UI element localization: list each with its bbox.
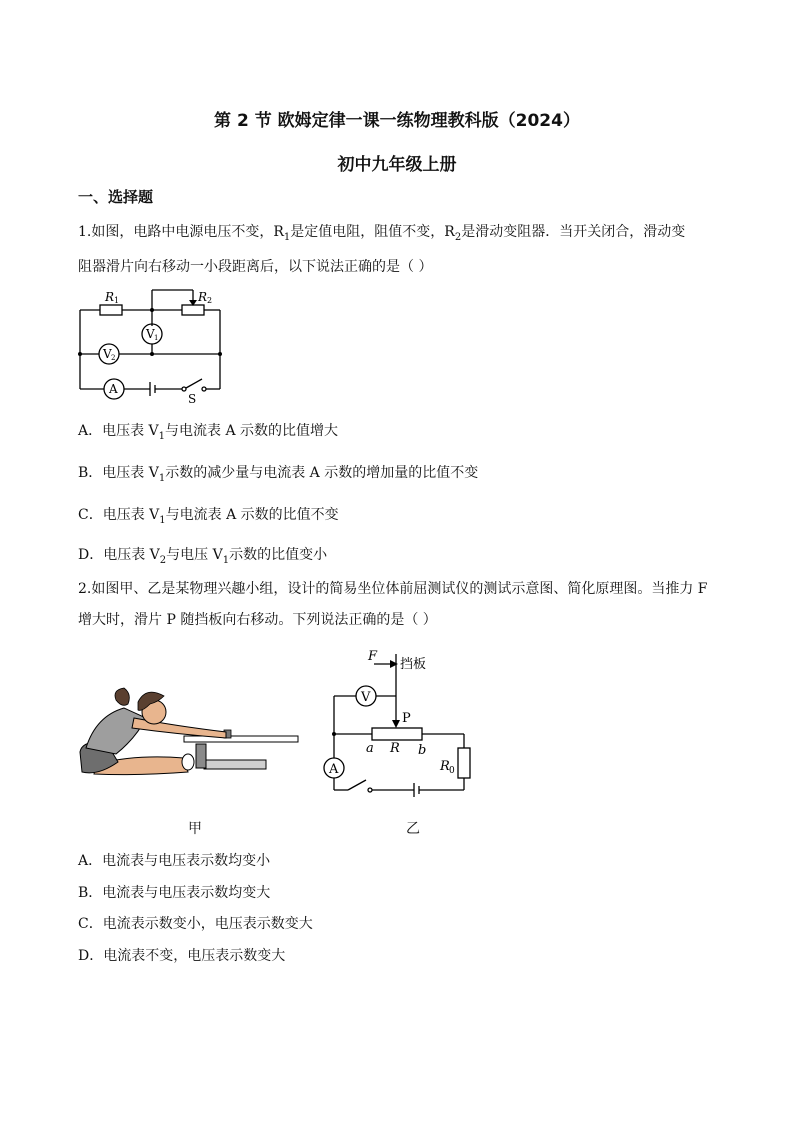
question-1-line-1: 1.如图，电路中电源电压不变，$R_1$是定值电阻，阻值不变，$R_2$是滑动变阻器．当开关闭合，滑动变 xyxy=(78,224,686,243)
option-2a[interactable]: A．电流表与电压表示数均变小 xyxy=(78,853,271,869)
svg-text:2: 2 xyxy=(207,296,213,305)
option-2c[interactable]: C．电流表示数变小，电压表示数变大 xyxy=(78,916,313,932)
slider-p-label: P xyxy=(402,711,411,726)
voltmeter-label: V xyxy=(361,690,371,705)
option-1d[interactable]: D．电压表 $V_2$与电压 $V_1$示数的比值变小 xyxy=(78,547,328,566)
caption-figure-yi: 乙 xyxy=(406,821,420,837)
ammeter-label-2: A xyxy=(329,762,339,777)
circuit-diagram-2 xyxy=(322,644,482,804)
rheostat-label: R xyxy=(390,741,400,756)
question-2-line-1: 2.如图甲、乙是某物理兴趣小组，设计的简易坐位体前屈测试仪的测试示意图、简化原理图。当推力 F xyxy=(78,581,708,597)
question-2-line-2: 增大时，滑片 P 随挡板向右移动。下列说法正确的是（ ） xyxy=(78,612,437,628)
v1-meter-label: V xyxy=(146,327,155,341)
r2-label: R xyxy=(198,290,208,304)
r1-label: R xyxy=(105,290,115,304)
baffle-label: 挡板 xyxy=(400,657,427,672)
option-1a[interactable]: A．电压表 $V_1$与电流表 A 示数的比值增大 xyxy=(78,423,339,442)
svg-text:2: 2 xyxy=(111,354,116,362)
ammeter-label: A xyxy=(109,382,118,396)
switch-label: S xyxy=(188,392,197,404)
caption-figure-jia: 甲 xyxy=(188,821,202,837)
section-heading: 一、选择题 xyxy=(78,188,154,206)
r0-label: R xyxy=(440,759,450,774)
v2-meter-label: V xyxy=(103,347,112,361)
end-b-label: b xyxy=(418,743,427,758)
svg-text:1: 1 xyxy=(114,296,120,305)
circuit-diagram-1 xyxy=(70,282,240,404)
question-1-line-2: 阻器滑片向右移动一小段距离后，以下说法正确的是（ ） xyxy=(78,259,433,275)
option-1c[interactable]: C．电压表 $V_1$与电流表 A 示数的比值不变 xyxy=(78,507,339,526)
end-a-label: a xyxy=(366,741,374,756)
option-2d[interactable]: D．电流表不变，电压表示数变大 xyxy=(78,948,286,964)
svg-text:0: 0 xyxy=(449,766,455,776)
option-2b[interactable]: B．电流表与电压表示数均变大 xyxy=(78,885,271,901)
svg-text:1: 1 xyxy=(154,334,159,342)
option-1b[interactable]: B．电压表 $V_1$示数的减少量与电流表 A 示数的增加量的比值不变 xyxy=(78,465,479,484)
force-label: F xyxy=(368,649,378,664)
page-subtitle: 初中九年级上册 xyxy=(337,155,457,175)
sit-and-reach-illustration xyxy=(76,682,302,782)
page-title: 第 2 节 欧姆定律一课一练物理教科版（2024） xyxy=(214,111,580,131)
